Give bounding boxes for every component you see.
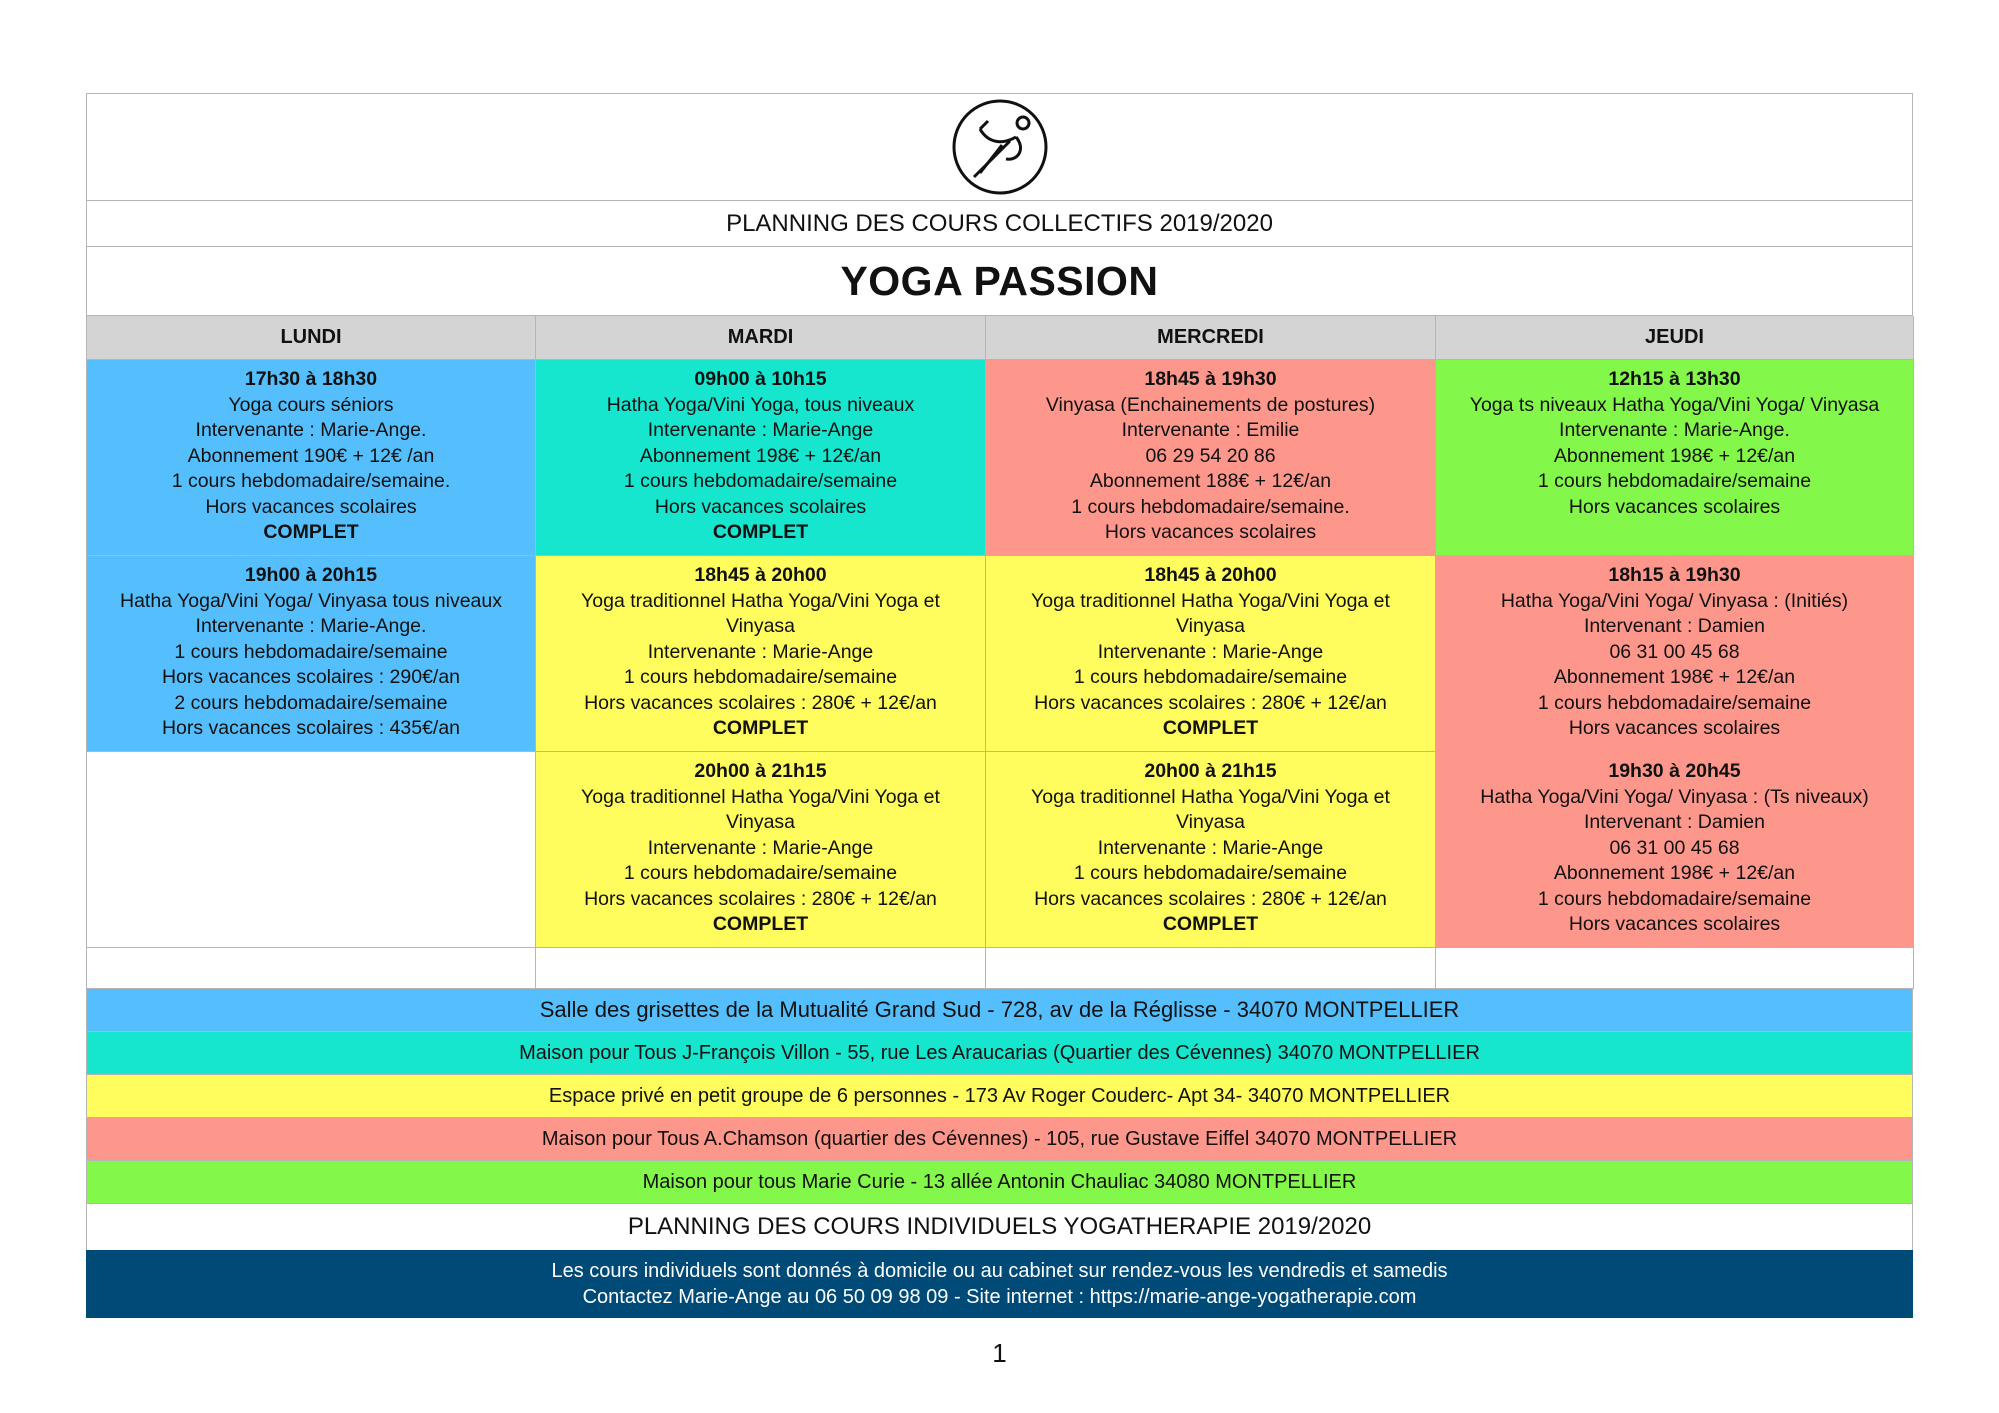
class-cell	[87, 752, 536, 948]
class-time: 12h15 à 13h30	[1608, 368, 1741, 390]
class-detail: 06 31 00 45 68	[1609, 836, 1740, 859]
individual-title: PLANNING DES COURS INDIVIDUELS YOGATHERAPIE 2019/2020	[86, 1204, 1913, 1250]
class-detail: Abonnement 198€ + 12€/an	[639, 444, 882, 467]
class-detail: Yoga traditionnel Hatha Yoga/Vini Yoga et	[581, 785, 940, 808]
class-cell	[1436, 556, 1914, 752]
page-number: 1	[992, 1338, 1007, 1368]
class-detail: Abonnement 188€ + 12€/an	[1089, 470, 1332, 492]
class-detail: 1 cours hebdomadaire/semaine	[1537, 691, 1812, 714]
class-cell	[1436, 752, 1914, 948]
schedule-grid	[86, 315, 1913, 360]
class-detail: Hors vacances scolaires : 280€ + 12€/an	[584, 887, 937, 910]
class-detail: 1 cours hebdomadaire/semaine	[1073, 862, 1348, 884]
class-detail: Hors vacances scolaires	[1104, 521, 1317, 543]
class-cell	[536, 752, 986, 948]
class-detail: Hors vacances scolaires : 280€ + 12€/an	[1034, 887, 1387, 910]
day-header-lundi: LUNDI	[87, 316, 536, 360]
individual-line-2: Contactez Marie-Ange au 06 50 09 98 09 - Site internet : https://marie-ange-yogatherapie.com	[582, 1286, 1417, 1308]
class-detail: 1 cours hebdomadaire/semaine.	[171, 470, 451, 492]
class-detail: Hors vacances scolaires	[205, 495, 417, 518]
schedule-sheet	[86, 93, 1913, 1318]
class-time: 09h00 à 10h15	[694, 368, 827, 390]
class-detail: Vinyasa	[1175, 615, 1246, 637]
class-detail: Hors vacances scolaires : 435€/an	[161, 717, 461, 739]
class-cell	[536, 556, 986, 752]
day-header-mercredi: MERCREDI	[986, 316, 1436, 360]
class-detail: Hors vacances scolaires : 290€/an	[161, 666, 461, 688]
class-detail: Intervenante : Marie-Ange.	[1559, 419, 1790, 441]
class-detail: Vinyasa (Enchainements de postures)	[1045, 393, 1376, 416]
class-detail: Abonnement 198€ + 12€/an	[1553, 666, 1796, 688]
status-badge: COMPLET	[1162, 717, 1259, 739]
class-detail: 1 cours hebdomadaire/semaine	[623, 862, 898, 884]
location-salmon: Maison pour Tous A.Chamson (quartier des Cévennes) - 105, rue Gustave Eiffel 34070 MONTPELLIER	[86, 1118, 1913, 1161]
logo-row	[86, 93, 1913, 200]
class-detail: Hors vacances scolaires	[1568, 495, 1781, 518]
class-detail: Hors vacances scolaires : 280€ + 12€/an	[1034, 691, 1387, 714]
class-detail: Intervenante : Marie-Ange	[647, 419, 874, 441]
empty-cell	[536, 948, 986, 989]
class-cell	[536, 360, 986, 556]
class-cell	[87, 360, 536, 556]
class-detail: 1 cours hebdomadaire/semaine	[1537, 470, 1812, 492]
location-green: Maison pour tous Marie Curie - 13 allée Antonin Chauliac 34080 MONTPELLIER	[86, 1161, 1913, 1204]
class-detail: Intervenante : Marie-Ange	[647, 836, 874, 859]
class-detail: 1 cours hebdomadaire/semaine	[1537, 887, 1812, 910]
schedule-subtitle: PLANNING DES COURS COLLECTIFS 2019/2020	[86, 200, 1913, 246]
individual-line-1: Les cours individuels sont donnés à domicile ou au cabinet sur rendez-vous les vendredis et samedis	[551, 1260, 1448, 1282]
class-detail: Hatha Yoga/Vini Yoga/ Vinyasa : (Initiés)	[1500, 589, 1849, 612]
class-detail: Intervenante : Marie-Ange	[647, 640, 874, 663]
class-detail: Hatha Yoga/Vini Yoga, tous niveaux	[606, 393, 915, 416]
day-header-mardi: MARDI	[536, 316, 986, 360]
class-detail: Yoga traditionnel Hatha Yoga/Vini Yoga et	[581, 589, 940, 612]
class-detail: Yoga traditionnel Hatha Yoga/Vini Yoga et	[1031, 785, 1390, 808]
location-blue: Salle des grisettes de la Mutualité Grand Sud - 728, av de la Réglisse - 34070 MONTPELLIER	[86, 989, 1913, 1032]
class-detail: Hors vacances scolaires : 280€ + 12€/an	[584, 691, 937, 714]
class-time: 19h00 à 20h15	[244, 564, 378, 586]
class-time: 19h30 à 20h45	[1608, 760, 1741, 782]
class-detail: Intervenante : Marie-Ange.	[195, 419, 427, 441]
class-time: 20h00 à 21h15	[694, 760, 827, 782]
class-time: 18h15 à 19h30	[1608, 564, 1741, 586]
class-detail: Intervenante : Marie-Ange	[1097, 640, 1324, 663]
class-detail: Abonnement 198€ + 12€/an	[1553, 444, 1796, 467]
location-teal: Maison pour Tous J-François Villon - 55, rue Les Araucarias (Quartier des Cévennes) 34070 MONTPELLIER	[86, 1032, 1913, 1075]
class-detail: Intervenant : Damien	[1583, 615, 1765, 637]
class-detail: 2 cours hebdomadaire/semaine	[174, 691, 448, 714]
class-time: 18h45 à 20h00	[694, 564, 827, 586]
yoga-figure-logo	[950, 97, 1050, 197]
class-time: 17h30 à 18h30	[244, 368, 378, 390]
class-detail: Intervenant : Damien	[1583, 811, 1765, 833]
class-detail: 1 cours hebdomadaire/semaine.	[1071, 495, 1350, 518]
class-detail: Yoga cours séniors	[228, 393, 394, 416]
class-cells	[86, 360, 1913, 989]
class-detail: 1 cours hebdomadaire/semaine	[623, 666, 898, 688]
class-detail: Yoga traditionnel Hatha Yoga/Vini Yoga et	[1031, 589, 1390, 612]
class-detail: Hors vacances scolaires	[654, 495, 867, 518]
class-detail: 1 cours hebdomadaire/semaine	[174, 640, 448, 663]
class-detail: Abonnement 198€ + 12€/an	[1553, 862, 1796, 884]
class-cell	[986, 752, 1436, 948]
class-cell	[1436, 360, 1914, 556]
class-detail: Intervenante : Emilie	[1121, 419, 1300, 441]
empty-cell	[986, 948, 1436, 989]
class-detail: Vinyasa	[725, 811, 796, 833]
class-detail: Hatha Yoga/Vini Yoga/ Vinyasa : (Ts niveaux)	[1480, 785, 1869, 808]
class-detail: Intervenante : Marie-Ange.	[195, 615, 427, 637]
status-badge: COMPLET	[1162, 913, 1259, 935]
class-detail: 1 cours hebdomadaire/semaine	[1073, 666, 1348, 688]
status-badge: COMPLET	[712, 913, 809, 935]
class-cell	[986, 556, 1436, 752]
class-cell	[87, 556, 536, 752]
page-title: YOGA PASSION	[86, 246, 1913, 315]
class-detail: Yoga ts niveaux Hatha Yoga/Vini Yoga/ Vinyasa	[1469, 393, 1880, 416]
empty-cell	[1436, 948, 1914, 989]
class-detail: Intervenante : Marie-Ange	[1097, 836, 1324, 859]
individual-info	[86, 1250, 1913, 1318]
class-detail: Hatha Yoga/Vini Yoga/ Vinyasa tous niveaux	[119, 589, 502, 612]
class-time: 18h45 à 20h00	[1144, 564, 1277, 586]
class-detail: 1 cours hebdomadaire/semaine	[623, 470, 898, 492]
status-badge: COMPLET	[712, 521, 809, 543]
empty-cell	[87, 948, 536, 989]
status-badge: COMPLET	[263, 521, 359, 543]
class-cell	[986, 360, 1436, 556]
class-detail: Hors vacances scolaires	[1568, 717, 1781, 739]
class-detail: 06 29 54 20 86	[1145, 444, 1276, 467]
class-detail: 06 31 00 45 68	[1609, 640, 1740, 663]
day-header-jeudi: JEUDI	[1436, 316, 1914, 360]
class-detail: Hors vacances scolaires	[1568, 913, 1781, 935]
class-detail: Vinyasa	[725, 615, 796, 637]
class-time: 20h00 à 21h15	[1144, 760, 1277, 782]
location-yellow: Espace privé en petit groupe de 6 personnes - 173 Av Roger Couderc- Apt 34- 34070 MONTPELLIER	[86, 1075, 1913, 1118]
status-badge: COMPLET	[712, 717, 809, 739]
class-time: 18h45 à 19h30	[1144, 368, 1277, 390]
class-detail: Vinyasa	[1175, 811, 1246, 833]
class-detail: Abonnement 190€ + 12€ /an	[187, 444, 435, 467]
